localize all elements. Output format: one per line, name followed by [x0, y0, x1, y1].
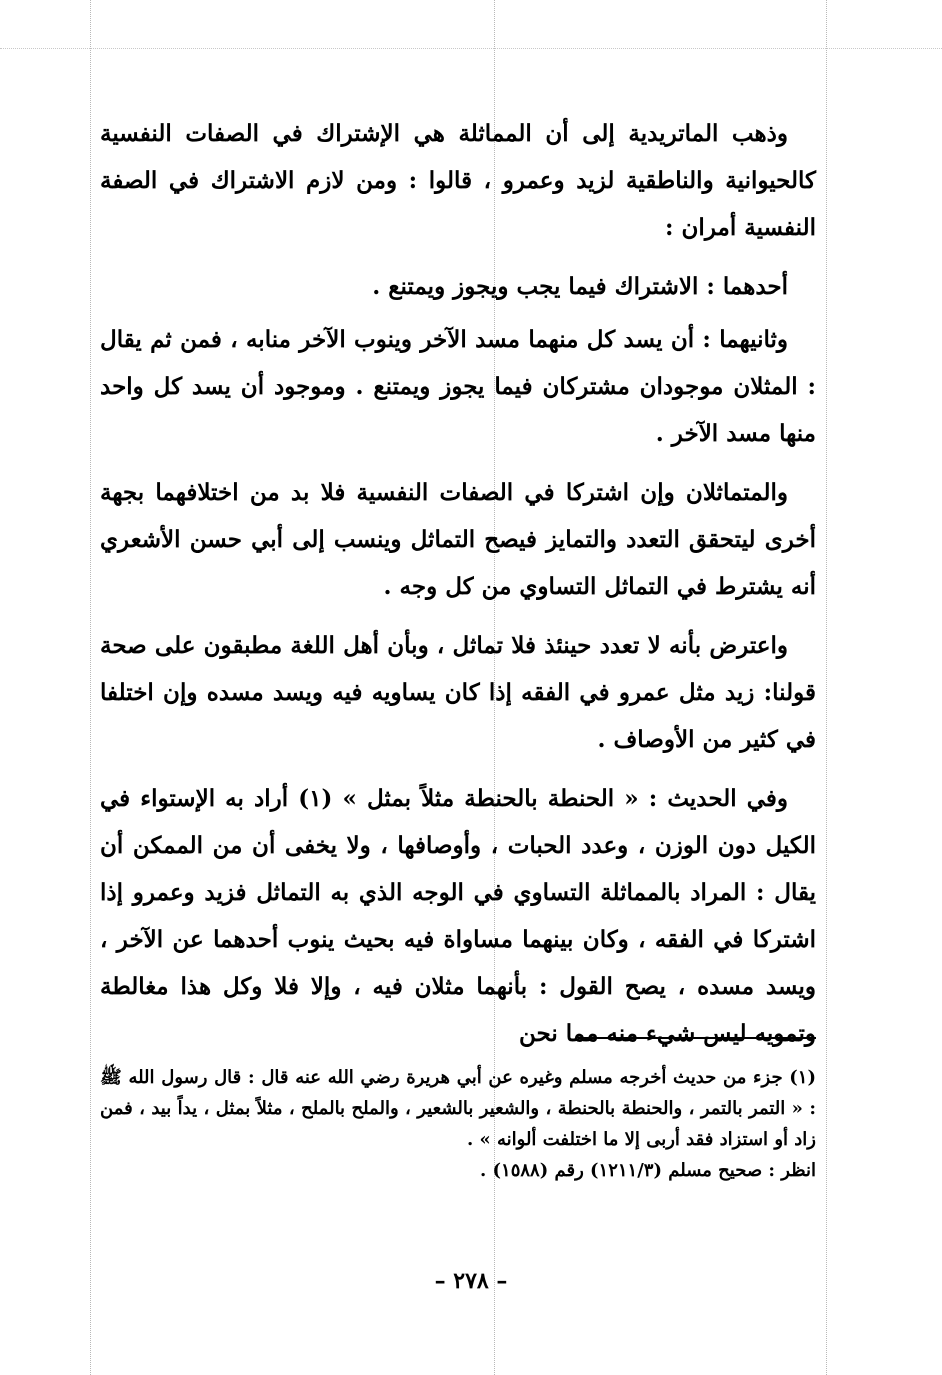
footnote: (١) جزء من حديث أخرجه مسلم وغيره عن أبي هريرة رضي الله عنه قال : قال رسول الله ﷺ : « التمر بالتمر ، والحنطة بالحنطة ، والشعير بالشعير ، والملح بالملح ، مثلاً بمثل ، يداً بيد ، فمن زاد أو استزاد فقد أربى إلا ما اختلفت ألوانه » . — [100, 1067, 816, 1150]
main-text — [100, 110, 816, 1069]
footnotes — [100, 1062, 816, 1186]
footnote-separator — [578, 1037, 816, 1039]
scan-artifact-line — [826, 0, 827, 1375]
paragraph: وفي الحديث : « الحنطة بالحنطة مثلاً بمثل » (١) أراد به الإستواء في الكيل دون الوزن ، وعدد الحبات ، وأوصافها ، ولا يخفى أن من الممكن أن يقال : المراد بالمماثلة التساوي في الوجه الذي به التماثل فزيد وعمرو إذا اشتركا في الفقه ، وكان بينهما مساواة فيه بحيث ينوب أحدهما عن الآخر ، ويسد مسده ، يصح القول : بأنهما مثلان فيه ، وإلا فلا وكل هذا مغالطة وتمويه ليس شيء منه مما نحن — [100, 785, 816, 1047]
paragraph: وثانيهما : أن يسد كل منهما مسد الآخر وينوب الآخر منابه ، فمن ثم يقال : المثلان موجودان مشتركان فيما يجوز ويمتنع . وموجود أن يسد كل واحد منها مسد الآخر . — [100, 326, 816, 447]
paragraph: والمتماثلان وإن اشتركا في الصفات النفسية فلا بد من اختلافهما بجهة أخرى ليتحقق التعدد والتمايز فيصح التماثل وينسب إلى أبي حسن الأشعري أنه يشترط في التماثل التساوي من كل وجه . — [100, 479, 816, 600]
paragraph: أحدهما : الاشتراك فيما يجب ويجوز ويمتنع . — [372, 273, 788, 300]
paragraph: وذهب الماتريدية إلى أن المماثلة هي الإشتراك في الصفات النفسية كالحيوانية والناطقية لزيد وعمرو ، قالوا : ومن لازم الاشتراك في الصفة النفسية أمران : — [100, 120, 816, 241]
paragraph: واعترض بأنه لا تعدد حينئذ فلا تماثل ، وبأن أهل اللغة مطبقون على صحة قولنا: زيد مثل عمرو في الفقه إذا كان يساويه فيه ويسد مسده وإن اختلفا في كثير من الأوصاف . — [100, 632, 816, 753]
scan-artifact-line — [0, 48, 942, 49]
scan-artifact-line — [90, 0, 91, 1375]
footnote-reference: انظر : صحيح مسلم (١٢١١/٣) رقم (١٥٨٨) . — [479, 1160, 816, 1181]
page-number: – ٢٧٨ – — [434, 1268, 508, 1294]
